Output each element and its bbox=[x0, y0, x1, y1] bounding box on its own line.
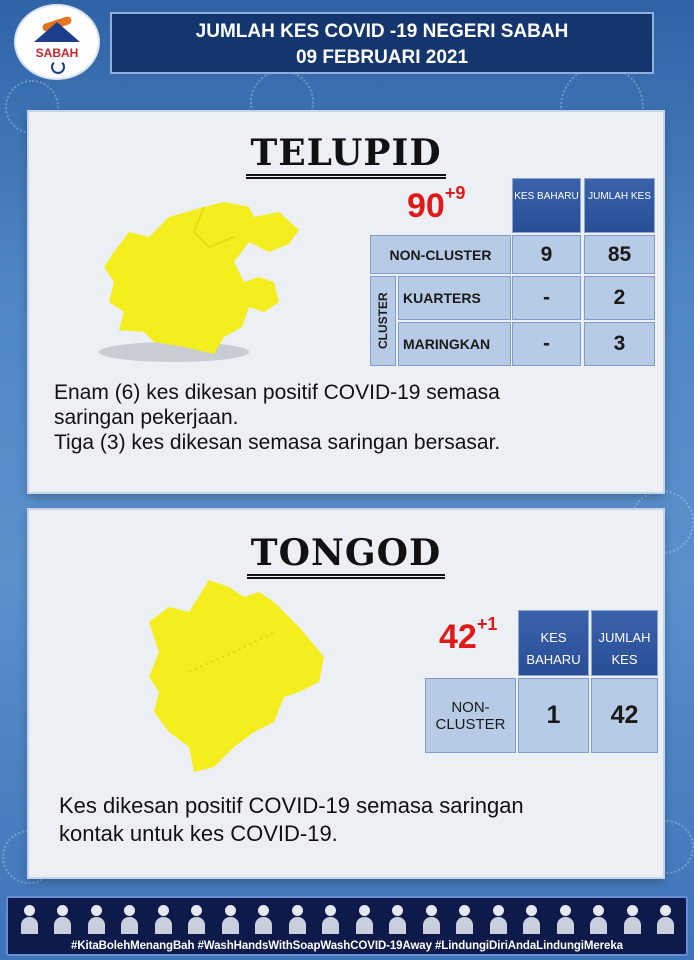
person-icon bbox=[389, 905, 405, 935]
person-icon bbox=[255, 905, 271, 935]
header-title: JUMLAH KES COVID -19 NEGERI SABAH bbox=[195, 21, 569, 42]
person-icon bbox=[155, 905, 171, 935]
person-icon bbox=[624, 905, 640, 935]
telupid-map-icon bbox=[74, 182, 309, 367]
tongod-panel bbox=[29, 510, 663, 877]
telupid-total-cases: $90^{+9}$ bbox=[407, 183, 466, 225]
header-date: 09 FEBRUARI 2021 bbox=[295, 47, 469, 68]
cluster-row-total: 3 bbox=[584, 322, 655, 366]
person-icon bbox=[54, 905, 70, 935]
col-header-total: JUMLAH KES bbox=[591, 610, 658, 676]
person-icon bbox=[88, 905, 104, 935]
desc-line: Kes dikesan positif COVID-19 semasa saringan bbox=[59, 793, 524, 818]
page-header bbox=[110, 12, 654, 74]
sabah-logo bbox=[16, 6, 98, 78]
person-icon bbox=[322, 905, 338, 935]
tongod-map-icon bbox=[134, 572, 334, 782]
person-icon bbox=[289, 905, 305, 935]
person-icon bbox=[557, 905, 573, 935]
logo-swoosh-icon bbox=[51, 60, 65, 74]
cluster-row-new: - bbox=[512, 322, 581, 366]
person-icon bbox=[490, 905, 506, 935]
person-icon bbox=[188, 905, 204, 935]
desc-line: Tiga (3) kes dikesan semasa saringan bersasar. bbox=[54, 431, 501, 454]
col-header-total: JUMLAH KES bbox=[584, 178, 655, 233]
district-title: TONGOD bbox=[29, 532, 663, 574]
tongod-description bbox=[59, 792, 524, 848]
telupid-description bbox=[54, 380, 500, 455]
non-cluster-label: NON-CLUSTER bbox=[370, 235, 511, 274]
cluster-row-new: - bbox=[512, 276, 581, 320]
non-cluster-new: 9 bbox=[512, 235, 581, 274]
non-cluster-total: 85 bbox=[584, 235, 655, 274]
logo-mountain-icon bbox=[34, 22, 80, 42]
person-icon bbox=[121, 905, 137, 935]
frontliner-figures bbox=[12, 901, 682, 935]
person-icon bbox=[222, 905, 238, 935]
district-title: TELUPID bbox=[29, 132, 663, 174]
tongod-total-cases: $42^{+1}$ bbox=[439, 614, 498, 656]
person-icon bbox=[590, 905, 606, 935]
desc-line: kontak untuk kes COVID-19. bbox=[59, 821, 338, 846]
person-icon bbox=[657, 905, 673, 935]
non-cluster-new: 1 bbox=[518, 678, 589, 753]
footer-hashtags: #KitaBolehMenangBah #WashHandsWithSoapWashCOVID-19Away #LindungiDiriAndaLindungiMereka bbox=[71, 940, 623, 952]
desc-line: Enam (6) kes dikesan positif COVID-19 semasa bbox=[54, 381, 500, 404]
non-cluster-total: 42 bbox=[591, 678, 658, 753]
person-icon bbox=[356, 905, 372, 935]
non-cluster-label: NON- CLUSTER bbox=[425, 678, 516, 753]
col-header-new: KES BAHARU bbox=[518, 610, 589, 676]
cluster-row-name: MARINGKAN bbox=[398, 322, 511, 366]
footer-banner bbox=[6, 896, 688, 956]
person-icon bbox=[423, 905, 439, 935]
person-icon bbox=[456, 905, 472, 935]
cluster-row-total: 2 bbox=[584, 276, 655, 320]
telupid-panel bbox=[29, 112, 663, 492]
cluster-label: CLUSTER bbox=[370, 276, 396, 366]
person-icon bbox=[523, 905, 539, 935]
desc-line: saringan pekerjaan. bbox=[54, 406, 239, 429]
person-icon bbox=[21, 905, 37, 935]
logo-text: SABAH bbox=[35, 46, 79, 60]
cluster-row-name: KUARTERS bbox=[398, 276, 511, 320]
col-header-new: KES BAHARU bbox=[512, 178, 581, 233]
